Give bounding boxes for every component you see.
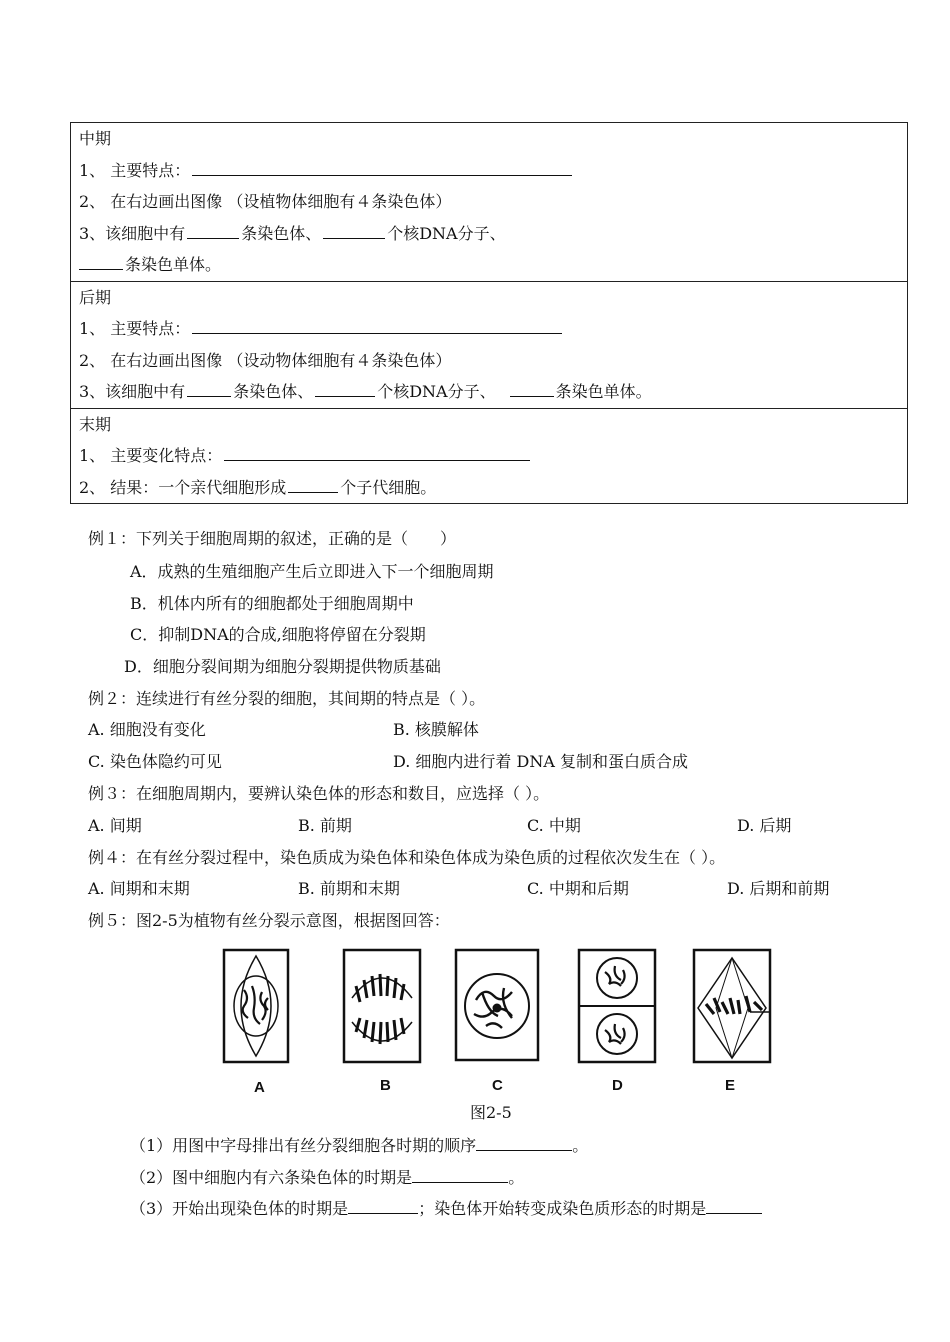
figure-label-b: B bbox=[380, 1077, 391, 1094]
anaphase-draw-line: 2、 在右边画出图像 （设动物体细胞有４条染色体） bbox=[79, 350, 452, 370]
metaphase-section bbox=[71, 123, 907, 281]
ex4-option-a[interactable]: A. 间期和末期 bbox=[88, 879, 190, 898]
cell-c-image bbox=[456, 950, 538, 1060]
ex5-subq2-blank[interactable] bbox=[412, 1166, 508, 1183]
figure-label-c: C bbox=[492, 1077, 503, 1094]
metaphase-chromosome-blank[interactable] bbox=[187, 220, 239, 239]
telophase-features-line: 1、 主要变化特点： bbox=[79, 440, 899, 472]
metaphase-chromatid-line: 条染色单体。 bbox=[79, 249, 899, 281]
ex4-option-c[interactable]: C. 中期和后期 bbox=[527, 879, 629, 898]
ex5-subq3-blank1[interactable] bbox=[348, 1197, 418, 1214]
metaphase-draw-line: 2、 在右边画出图像 （设植物体细胞有４条染色体） bbox=[79, 192, 452, 211]
anaphase-section bbox=[71, 281, 907, 408]
figure-label-e: E bbox=[725, 1077, 736, 1094]
ex2-option-a[interactable]: A. 细胞没有变化 bbox=[88, 720, 206, 739]
ex5-subq1-blank[interactable] bbox=[476, 1134, 572, 1151]
ex2-option-c[interactable]: C. 染色体隐约可见 bbox=[88, 752, 222, 771]
phase-table bbox=[70, 122, 908, 504]
anaphase-chromosome-blank[interactable] bbox=[187, 378, 231, 397]
figure-caption: 图2-5 bbox=[470, 1103, 512, 1122]
ex2-option-d[interactable]: D. 细胞内进行着 DNA 复制和蛋白质合成 bbox=[393, 752, 688, 771]
ex3-option-b[interactable]: B. 前期 bbox=[298, 816, 352, 835]
ex3-option-a[interactable]: A. 间期 bbox=[88, 816, 142, 835]
metaphase-counts-line: 3、该细胞中有 条染色体、 个核DNA分子、 bbox=[79, 218, 899, 250]
anaphase-title: 后期 bbox=[79, 287, 112, 307]
figure-label-d: D bbox=[612, 1077, 623, 1094]
ex1-option-a[interactable]: A．成熟的生殖细胞产生后立即进入下一个细胞周期 bbox=[130, 562, 494, 581]
anaphase-dna-blank[interactable] bbox=[315, 378, 375, 397]
telophase-daughter-blank[interactable] bbox=[288, 474, 338, 493]
telophase-result-line: 2、 结果：一个亲代细胞形成 个子代细胞。 bbox=[79, 472, 899, 504]
ex1-option-b[interactable]: B．机体内所有的细胞都处于细胞周期中 bbox=[130, 594, 414, 613]
cell-b-image bbox=[344, 950, 420, 1062]
ex4-question: 例４：在有丝分裂过程中，染色质成为染色体和染色体成为染色质的过程依次发生在（ ）。 bbox=[88, 848, 726, 867]
ex3-option-c[interactable]: C. 中期 bbox=[527, 816, 581, 835]
ex5-subq3-blank2[interactable] bbox=[706, 1197, 762, 1214]
metaphase-title: 中期 bbox=[79, 129, 112, 148]
cell-e-image bbox=[694, 950, 770, 1062]
anaphase-features-blank[interactable] bbox=[192, 315, 562, 334]
metaphase-chromatid-blank[interactable] bbox=[79, 251, 123, 270]
cell-a-image bbox=[224, 950, 288, 1062]
ex5-subq1: （1）用图中字母排出有丝分裂细胞各时期的顺序 。 bbox=[130, 1136, 589, 1155]
ex5-subq2: （2）图中细胞内有六条染色体的时期是 。 bbox=[130, 1168, 525, 1187]
ex3-question: 例３：在细胞周期内，要辨认染色体的形态和数目，应选择（ ）。 bbox=[88, 784, 550, 803]
ex1-option-c[interactable]: C．抑制DNA的合成,细胞将停留在分裂期 bbox=[130, 625, 426, 644]
ex2-option-b[interactable]: B. 核膜解体 bbox=[393, 720, 479, 739]
mitosis-figure bbox=[222, 948, 782, 1098]
anaphase-features-line: 1、 主要特点： bbox=[79, 313, 899, 345]
metaphase-features-blank[interactable] bbox=[192, 157, 572, 176]
ex1-question: 例１：下列关于细胞周期的叙述，正确的是（ ） bbox=[88, 529, 457, 548]
ex5-question: 例５：图2-5为植物有丝分裂示意图，根据图回答： bbox=[88, 911, 450, 930]
metaphase-features-line: 1、 主要特点： bbox=[79, 155, 899, 187]
figure-label-a: A bbox=[254, 1079, 265, 1096]
metaphase-dna-blank[interactable] bbox=[323, 220, 385, 239]
telophase-features-blank[interactable] bbox=[224, 442, 530, 461]
ex2-question: 例２：连续进行有丝分裂的细胞，其间期的特点是（ ）。 bbox=[88, 689, 486, 708]
telophase-title: 末期 bbox=[79, 414, 112, 434]
ex3-option-d[interactable]: D. 后期 bbox=[737, 816, 792, 835]
ex4-option-b[interactable]: B. 前期和末期 bbox=[298, 879, 400, 898]
anaphase-chromatid-blank[interactable] bbox=[510, 378, 554, 397]
telophase-section bbox=[71, 408, 907, 504]
ex1-option-d[interactable]: D．细胞分裂间期为细胞分裂期提供物质基础 bbox=[124, 657, 441, 676]
cell-d-image bbox=[579, 950, 655, 1062]
ex4-option-d[interactable]: D. 后期和前期 bbox=[727, 879, 830, 898]
ex5-subq3: （3）开始出现染色体的时期是 ；染色体开始转变成染色质形态的时期是 bbox=[130, 1197, 762, 1221]
anaphase-counts-line: 3、该细胞中有 条染色体、 个核DNA分子、 条染色单体。 bbox=[79, 376, 899, 408]
